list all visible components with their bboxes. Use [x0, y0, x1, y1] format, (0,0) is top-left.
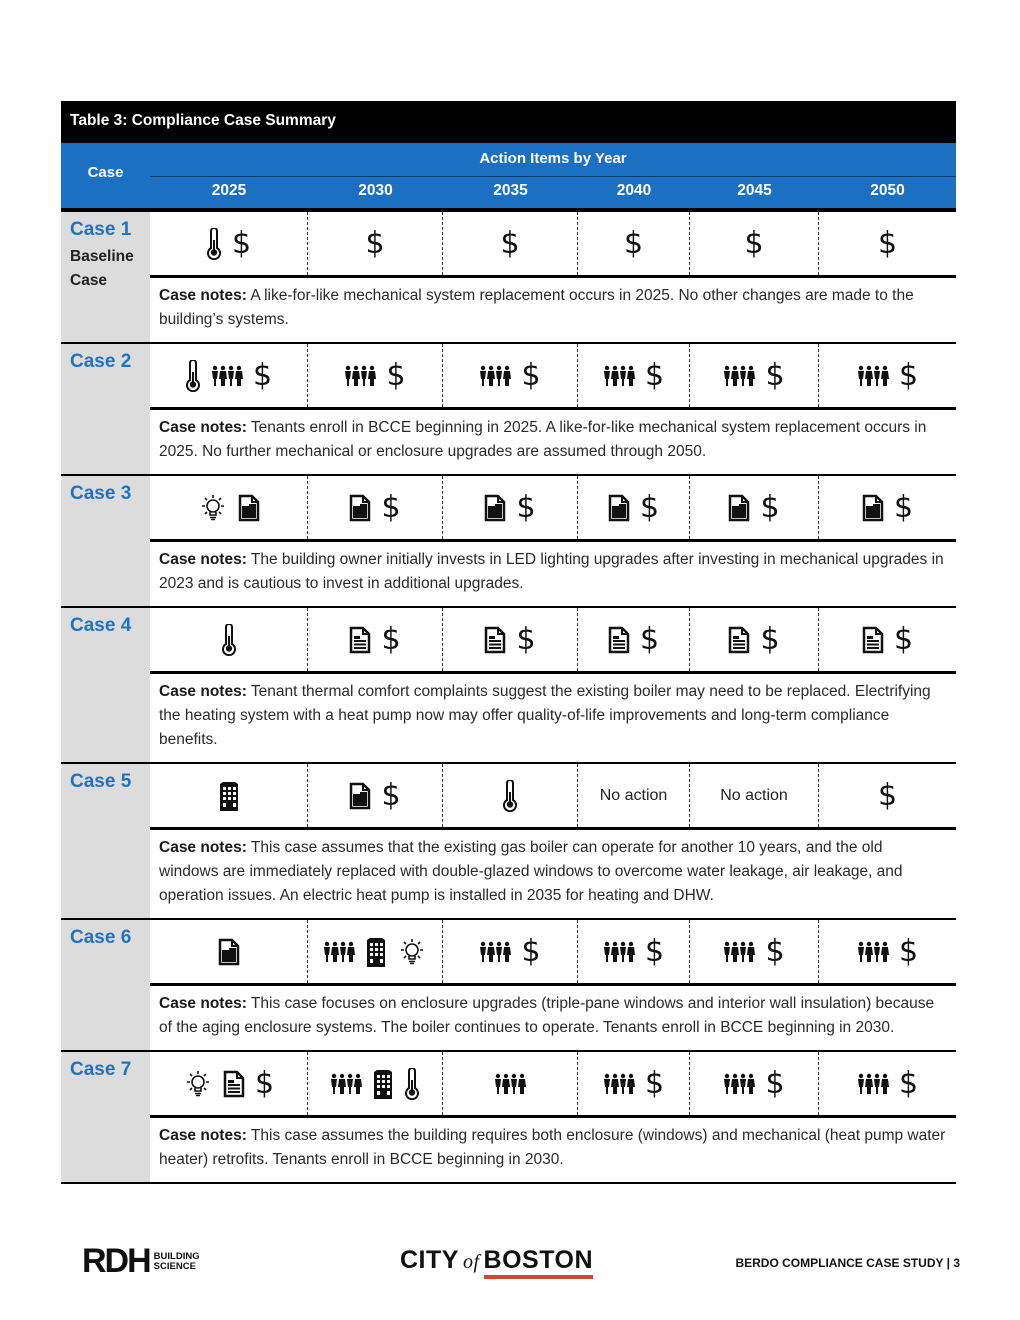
document-lines-icon [728, 626, 750, 654]
no-action-label: No action [599, 786, 668, 804]
action-cell [690, 920, 819, 983]
document-lines-icon [608, 626, 630, 654]
dollar-icon: $ [381, 489, 401, 525]
dollar-icon: $ [623, 225, 644, 261]
action-items-row [150, 1052, 956, 1118]
case-notes [150, 410, 956, 474]
people-icon [330, 1073, 362, 1095]
dollar-icon: $ [893, 621, 914, 657]
rdh-logo: RDH BUILDING SCIENCE [82, 1242, 200, 1280]
header-year: 2025 [211, 181, 247, 199]
header-year: 2045 [737, 181, 772, 199]
people-icon [857, 365, 889, 387]
action-cell [819, 608, 956, 671]
case-name: Case 1 [70, 219, 132, 240]
dollar-icon: $ [365, 225, 385, 261]
case-row [61, 476, 956, 608]
header-action-items-group: Action Items by Year [150, 143, 956, 177]
dollar-icon: $ [760, 621, 780, 657]
dollar-icon: $ [381, 777, 401, 813]
people-icon [211, 365, 243, 387]
action-cell [443, 344, 578, 407]
header-case: Case [87, 164, 124, 181]
action-cell [578, 608, 690, 671]
people-icon [857, 941, 889, 963]
case-name: Case 2 [70, 351, 132, 372]
building-icon [218, 781, 240, 811]
case-label-cell [61, 476, 150, 606]
lightbulb-icon [183, 1069, 213, 1099]
case-notes-prefix: Case notes: [159, 551, 247, 568]
action-cell [819, 920, 956, 983]
action-cell [150, 476, 308, 539]
action-cell [443, 608, 578, 671]
case-row [61, 1052, 956, 1184]
case-row [61, 608, 956, 764]
case-row [61, 920, 956, 1052]
action-cell [443, 764, 578, 827]
document-filled-icon [484, 494, 506, 522]
action-cell [308, 920, 443, 983]
dollar-icon: $ [898, 1065, 919, 1101]
table-title: Table 3: Compliance Case Summary [61, 101, 956, 143]
case-notes [150, 542, 956, 606]
case-label-cell [61, 920, 150, 1050]
case-name: Case 7 [70, 1059, 132, 1080]
action-cell [819, 212, 956, 275]
case-label-cell [61, 344, 150, 474]
action-cell [443, 920, 578, 983]
document-filled-icon [349, 782, 371, 810]
people-icon [603, 365, 635, 387]
case-notes [150, 1118, 956, 1182]
action-cell [819, 344, 956, 407]
dollar-icon: $ [744, 225, 764, 261]
header-year: 2050 [870, 181, 905, 199]
action-items-row [150, 476, 956, 542]
case-label-cell [61, 764, 150, 918]
case-name: Case 3 [70, 483, 132, 504]
action-cell [150, 764, 308, 827]
people-icon [723, 365, 755, 387]
case-notes-text: This case assumes the building requires both enclosure (windows) and mechanical (heat pump water heater) retrofits. Tenants enroll in BCCE beginning in 2030. [159, 1127, 946, 1168]
dollar-icon: $ [516, 621, 536, 657]
action-cell [690, 476, 819, 539]
action-cell [819, 764, 956, 827]
case-notes [150, 674, 956, 762]
table-header [61, 143, 956, 212]
document-filled-icon [608, 494, 630, 522]
people-icon [323, 941, 355, 963]
document-filled-icon [218, 938, 240, 966]
people-icon [479, 365, 511, 387]
people-icon [603, 941, 635, 963]
case-notes [150, 830, 956, 918]
dollar-icon: $ [898, 933, 919, 969]
case-name: Case 4 [70, 615, 132, 636]
dollar-icon: $ [386, 357, 406, 393]
document-label: BERDO COMPLIANCE CASE STUDY | 3 [735, 1256, 960, 1270]
case-notes-text: Tenants enroll in BCCE beginning in 2025. A like-for-like mechanical system replacement occurs in 2025. No further mechanical or enclosure upgrades are assumed through 2050. [159, 419, 927, 460]
action-cell [308, 344, 443, 407]
document-lines-icon [862, 626, 884, 654]
action-cell [578, 1052, 690, 1115]
case-label-cell [61, 212, 150, 342]
action-cell [150, 1052, 308, 1115]
dollar-icon: $ [644, 1065, 665, 1101]
dollar-icon: $ [231, 225, 252, 261]
dollar-icon: $ [500, 225, 520, 261]
dollar-icon: $ [765, 1065, 785, 1101]
thermometer-icon [404, 1068, 420, 1100]
case-notes-text: A like-for-like mechanical system replacement occurs in 2025. No other changes are made to the building’s systems. [159, 287, 914, 328]
action-cell [578, 212, 690, 275]
action-cell [819, 476, 956, 539]
people-icon [603, 1073, 635, 1095]
action-cell [690, 608, 819, 671]
header-year: 2035 [493, 181, 528, 199]
thermometer-icon [206, 228, 222, 260]
action-cell [308, 212, 443, 275]
dollar-icon: $ [516, 489, 536, 525]
document-filled-icon [728, 494, 750, 522]
dollar-icon: $ [639, 489, 660, 525]
building-icon [372, 1069, 394, 1099]
dollar-icon: $ [765, 357, 785, 393]
action-cell [443, 476, 578, 539]
action-cell [308, 764, 443, 827]
action-cell [578, 920, 690, 983]
header-year: 2040 [616, 181, 652, 199]
action-cell [690, 344, 819, 407]
people-icon [479, 941, 511, 963]
document-filled-icon [349, 494, 371, 522]
compliance-case-table [61, 101, 956, 1184]
dollar-icon: $ [644, 933, 665, 969]
case-notes-text: This case assumes that the existing gas boiler can operate for another 10 years, and the old windows are immediately replaced with double-glazed windows to overcome water leakage, air leakage, and operation issues. An electric heat pump is installed in 2035 for heating and DHW. [159, 839, 903, 904]
dollar-icon: $ [252, 357, 273, 393]
action-cell [150, 344, 308, 407]
document-lines-icon [484, 626, 506, 654]
document-lines-icon [349, 626, 371, 654]
people-icon [723, 941, 755, 963]
dollar-icon: $ [893, 489, 914, 525]
case-notes-text: Tenant thermal comfort complaints suggest the existing boiler may need to be replaced. Electrifying the heating system with a heat pump now may offer quality-of-life improvements and long-term compliance benefits. [159, 683, 931, 748]
case-notes-prefix: Case notes: [159, 683, 247, 700]
case-row [61, 764, 956, 920]
action-items-row [150, 212, 956, 278]
lightbulb-icon [198, 493, 228, 523]
people-icon [857, 1073, 889, 1095]
action-cell [150, 212, 308, 275]
document-lines-icon [223, 1070, 245, 1098]
dollar-icon: $ [254, 1065, 275, 1101]
building-icon [365, 937, 387, 967]
dollar-icon: $ [760, 489, 780, 525]
action-cell [443, 1052, 578, 1115]
action-cell [578, 476, 690, 539]
thermometer-icon [185, 360, 201, 392]
case-notes [150, 986, 956, 1050]
page-footer [0, 1240, 1020, 1290]
dollar-icon: $ [521, 357, 541, 393]
page-number: 3 [953, 1256, 960, 1270]
case-name: Case 6 [70, 927, 132, 948]
action-cell [150, 608, 308, 671]
action-cell [690, 764, 819, 827]
lightbulb-icon [397, 937, 427, 967]
action-cell [578, 764, 690, 827]
case-name: Case 5 [70, 771, 132, 792]
people-icon [723, 1073, 755, 1095]
case-row [61, 212, 956, 344]
case-notes-prefix: Case notes: [159, 287, 247, 304]
action-cell [308, 476, 443, 539]
action-items-row [150, 764, 956, 830]
dollar-icon: $ [898, 357, 919, 393]
header-year: 2030 [358, 181, 393, 199]
action-cell [308, 608, 443, 671]
case-label-cell [61, 608, 150, 762]
case-notes-prefix: Case notes: [159, 1127, 247, 1144]
people-icon [494, 1073, 526, 1095]
case-row [61, 344, 956, 476]
thermometer-icon [221, 624, 237, 656]
action-cell [690, 212, 819, 275]
action-items-row [150, 608, 956, 674]
dollar-icon: $ [639, 621, 660, 657]
dollar-icon: $ [644, 357, 665, 393]
dollar-icon: $ [877, 777, 898, 813]
people-icon [344, 365, 376, 387]
dollar-icon: $ [521, 933, 541, 969]
action-cell [690, 1052, 819, 1115]
document-filled-icon [238, 494, 260, 522]
case-notes [150, 278, 956, 342]
action-items-row [150, 344, 956, 410]
dollar-icon: $ [765, 933, 785, 969]
action-cell [308, 1052, 443, 1115]
dollar-icon: $ [381, 621, 401, 657]
case-notes-prefix: Case notes: [159, 419, 247, 436]
city-of-boston-logo: CITY of BOSTON [400, 1246, 593, 1275]
no-action-label: No action [720, 786, 788, 804]
case-notes-prefix: Case notes: [159, 995, 247, 1012]
action-cell [443, 212, 578, 275]
dollar-icon: $ [877, 225, 898, 261]
action-cell [819, 1052, 956, 1115]
document-filled-icon [862, 494, 884, 522]
thermometer-icon [502, 780, 518, 812]
case-rows [61, 212, 956, 1184]
action-cell [150, 920, 308, 983]
case-label-cell [61, 1052, 150, 1182]
case-notes-text: The building owner initially invests in LED lighting upgrades after investing in mechanical upgrades in 2023 and is cautious to invest in additional upgrades. [159, 551, 944, 592]
case-notes-prefix: Case notes: [159, 839, 247, 856]
case-subtitle: Baseline Case [70, 248, 134, 289]
case-notes-text: This case focuses on enclosure upgrades (triple-pane windows and interior wall insulation) because of the aging enclosure systems. The boiler continues to operate. Tenants enroll in BCCE beginning in 2030. [159, 995, 935, 1036]
action-items-row [150, 920, 956, 986]
action-cell [578, 344, 690, 407]
